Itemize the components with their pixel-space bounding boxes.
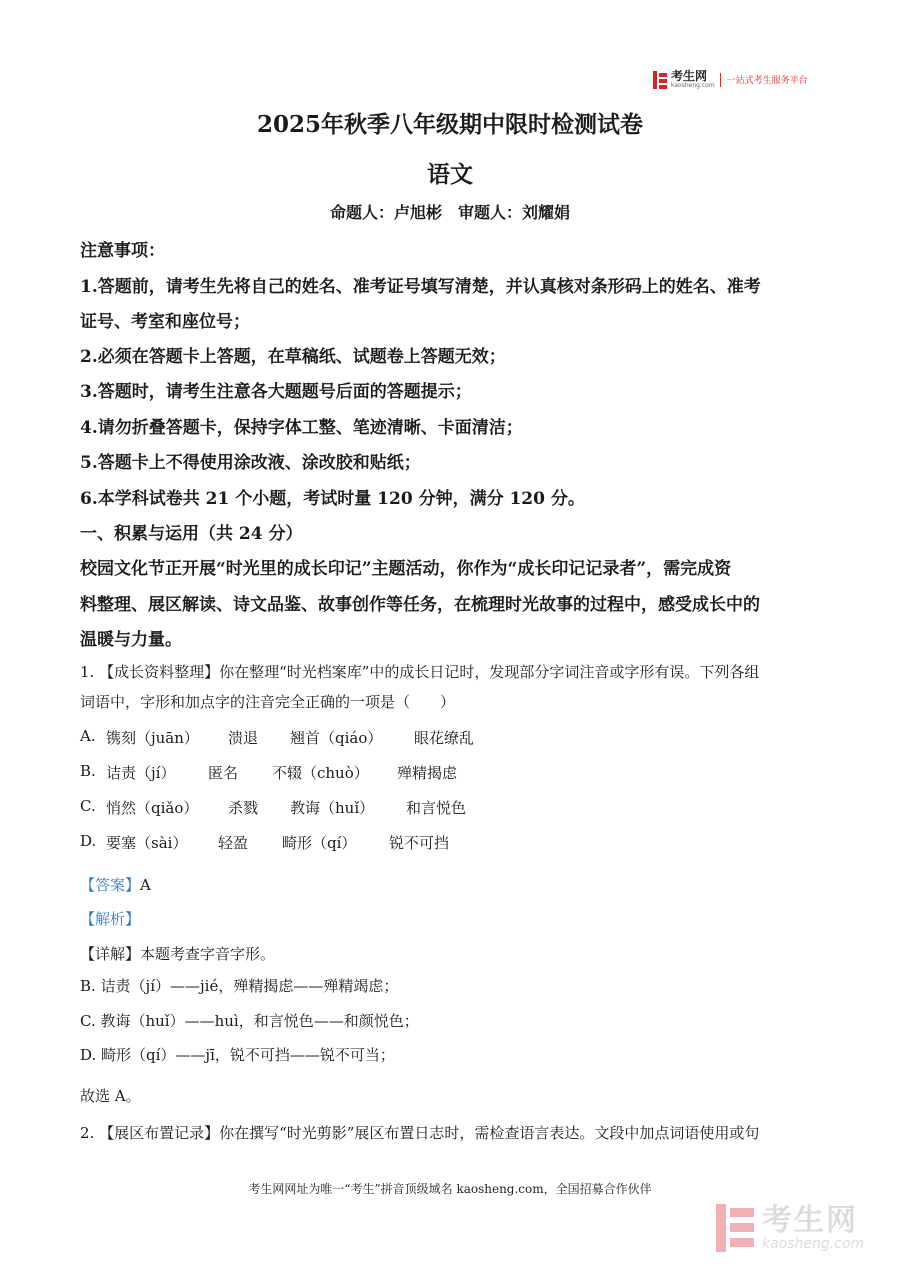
brand-logo-icon — [652, 71, 668, 89]
option-item: 诘责（jí） — [106, 764, 176, 782]
option-item: 翘首（qiáo） — [290, 729, 383, 747]
question-stem: 2. 【展区布置记录】你在撰写“时光剪影”展区布置日志时，需检查语言表达。文段中加点词语使用或句 — [80, 1124, 760, 1142]
notice-item: 4.请勿折叠答题卡，保持字体工整、笔迹清晰、卡面清洁； — [80, 418, 523, 438]
detail-line: D. 畸形（qí）——jī，锐不可挡——锐不可当； — [80, 1046, 395, 1064]
brand-name: 考生网 — [671, 69, 708, 83]
option-item: 和言悦色 — [406, 799, 467, 817]
brand-slogan: 一站式考生服务平台 — [726, 76, 808, 86]
option-label: A. — [80, 727, 96, 745]
section-heading: 一、积累与运用（共 24 分） — [80, 524, 303, 544]
option-item: 轻盈 — [218, 834, 249, 852]
option-item: 溃退 — [228, 729, 259, 747]
notice-item: 5.答题卡上不得使用涂改液、涂改胶和贴纸； — [80, 453, 421, 473]
answer-tag: 【答案】 — [80, 876, 141, 894]
watermark-domain: kaosheng.com — [762, 1236, 865, 1252]
notice-item: 证号、考室和座位号； — [80, 312, 250, 332]
detail-line: 【详解】本题考查字音字形。 — [80, 945, 276, 963]
option-item: 畸形（qí） — [282, 834, 357, 852]
option-item: 锐不可挡 — [389, 834, 450, 852]
authors-line: 命题人：卢旭彬 审题人：刘耀娟 — [329, 203, 570, 222]
option-item: 镌刻（juān） — [106, 729, 199, 747]
watermark — [716, 1204, 864, 1252]
option-item: 要塞（sài） — [106, 834, 188, 852]
option-label: C. — [80, 797, 96, 815]
option-item: 悄然（qiǎo） — [106, 799, 199, 817]
option-item: 眼花缭乱 — [414, 729, 475, 747]
detail-line: C. 教诲（huǐ）——huì，和言悦色——和颜悦色； — [80, 1012, 419, 1030]
option-item: 匿名 — [208, 764, 239, 782]
subject-title: 语文 — [427, 161, 473, 188]
section-intro-line: 校园文化节正开展“时光里的成长印记”主题活动，你作为“成长印记记录者”，需完成资 — [80, 559, 732, 579]
option-label: D. — [80, 832, 97, 850]
section-intro-line: 料整理、展区解读、诗文品鉴、故事创作等任务，在梳理时光故事的过程中，感受成长中的 — [80, 595, 760, 615]
option-item: 教诲（huǐ） — [290, 799, 375, 817]
answer-line — [80, 874, 820, 895]
conclusion-line: 故选 A。 — [80, 1087, 141, 1105]
watermark-name: 考生网 — [762, 1203, 858, 1238]
answer-value: A — [140, 876, 151, 894]
footer-text: 考生网网址为唯一“考生”拼音顶级域名 kaosheng.com，全国招募合作伙伴 — [248, 1182, 652, 1196]
header-logo — [652, 70, 808, 89]
question-stem: 词语中，字形和加点字的注音完全正确的一项是（ ） — [80, 693, 456, 711]
option-item: 不辍（chuò） — [272, 764, 369, 782]
notice-item: 3.答题时，请考生注意各大题题号后面的答题提示； — [80, 382, 472, 402]
notice-item: 2.必须在答题卡上答题，在草稿纸、试题卷上答题无效； — [80, 347, 506, 367]
exam-title: 2025年秋季八年级期中限时检测试卷 — [256, 111, 643, 138]
analysis-tag: 【解析】 — [80, 910, 141, 928]
option-label: B. — [80, 762, 96, 780]
option-item: 殚精揭虑 — [397, 764, 458, 782]
detail-line: B. 诘责（jí）——jié，殚精揭虑——殚精竭虑； — [80, 977, 399, 995]
section-intro-line: 温暖与力量。 — [80, 630, 182, 650]
watermark-logo-icon — [716, 1204, 756, 1252]
logo-divider — [720, 73, 721, 87]
option-item: 杀戮 — [228, 799, 259, 817]
question-stem: 1. 【成长资料整理】你在整理“时光档案库”中的成长日记时，发现部分字词注音或字形有误。下列各组 — [80, 663, 760, 681]
notice-heading: 注意事项： — [80, 241, 165, 261]
brand-domain: kaosheng.com — [671, 82, 715, 89]
notice-item: 6.本学科试卷共 21 个小题，考试时量 120 分钟，满分 120 分。 — [80, 489, 585, 509]
notice-item: 1.答题前，请考生先将自己的姓名、准考证号填写清楚，并认真核对条形码上的姓名、准考 — [80, 277, 761, 297]
